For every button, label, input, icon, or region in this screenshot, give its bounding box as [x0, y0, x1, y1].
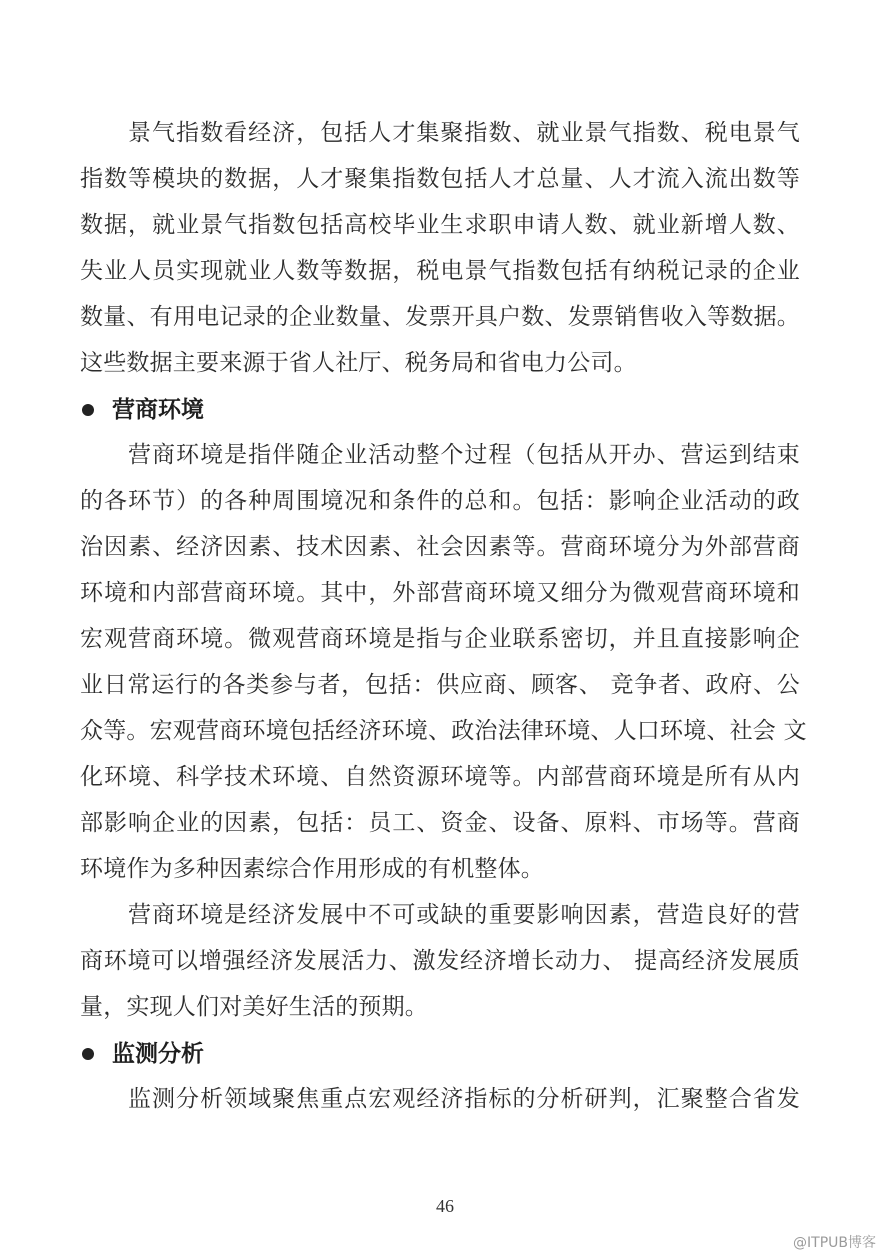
paragraph-line: 量，实现人们对美好生活的预期。: [80, 994, 428, 1020]
paragraph-line: 监测分析领域聚焦重点宏观经济指标的分析研判，汇聚整合省发: [128, 1086, 800, 1112]
paragraph-line: 治因素、经济因素、技术因素、社会因素等。营商环境分为外部营商: [80, 534, 800, 560]
section-heading-monitoring: [80, 1038, 204, 1070]
paragraph-line: 这些数据主要来源于省人社厅、税务局和省电力公司。: [80, 350, 637, 376]
paragraph-line: 数据，就业景气指数包括高校毕业生求职申请人数、就业新增人数、: [80, 212, 800, 238]
page-number: 46: [436, 1196, 454, 1216]
paragraph-line: 环境和内部营商环境。其中，外部营商环境又细分为微观营商环境和: [80, 580, 800, 606]
bullet-icon: [82, 404, 94, 416]
bullet-icon: [82, 1048, 94, 1060]
section-heading-text: 营商环境: [112, 397, 204, 423]
paragraph-line: 部影响企业的因素，包括：员工、资金、设备、原料、市场等。营商: [80, 810, 800, 836]
paragraph-line: 宏观营商环境。微观营商环境是指与企业联系密切，并且直接影响企: [80, 626, 800, 652]
paragraph-line: 化环境、科学技术环境、自然资源环境等。内部营商环境是所有从内: [80, 764, 800, 790]
paragraph-line: 营商环境是经济发展中不可或缺的重要影响因素，营造良好的营: [128, 902, 800, 928]
section-heading-text: 监测分析: [112, 1041, 204, 1067]
paragraph-line: 的各环节）的各种周围境况和条件的总和。包括：影响企业活动的政: [80, 488, 800, 514]
paragraph-line: 业日常运行的各类参与者，包括：供应商、顾客、 竞争者、政府、公: [80, 672, 800, 698]
paragraph-line: 环境作为多种因素综合作用形成的有机整体。: [80, 856, 544, 882]
paragraph-line: 营商环境是指伴随企业活动整个过程（包括从开办、营运到结束: [128, 442, 800, 468]
paragraph-line: 景气指数看经济，包括人才集聚指数、就业景气指数、税电景气: [128, 120, 800, 146]
watermark: @ITPUB博客: [793, 1235, 876, 1251]
paragraph-line: 众等。宏观营商环境包括经济环境、政治法律环境、人口环境、社会 文: [80, 718, 807, 744]
paragraph-line: 指数等模块的数据，人才聚集指数包括人才总量、人才流入流出数等: [80, 166, 800, 192]
paragraph-line: 数量、有用电记录的企业数量、发票开具户数、发票销售收入等数据。: [80, 304, 800, 330]
paragraph-line: 商环境可以增强经济发展活力、激发经济增长动力、 提高经济发展质: [80, 948, 800, 974]
paragraph-line: 失业人员实现就业人数等数据，税电景气指数包括有纳税记录的企业: [80, 258, 800, 284]
section-heading-business: [80, 394, 204, 426]
